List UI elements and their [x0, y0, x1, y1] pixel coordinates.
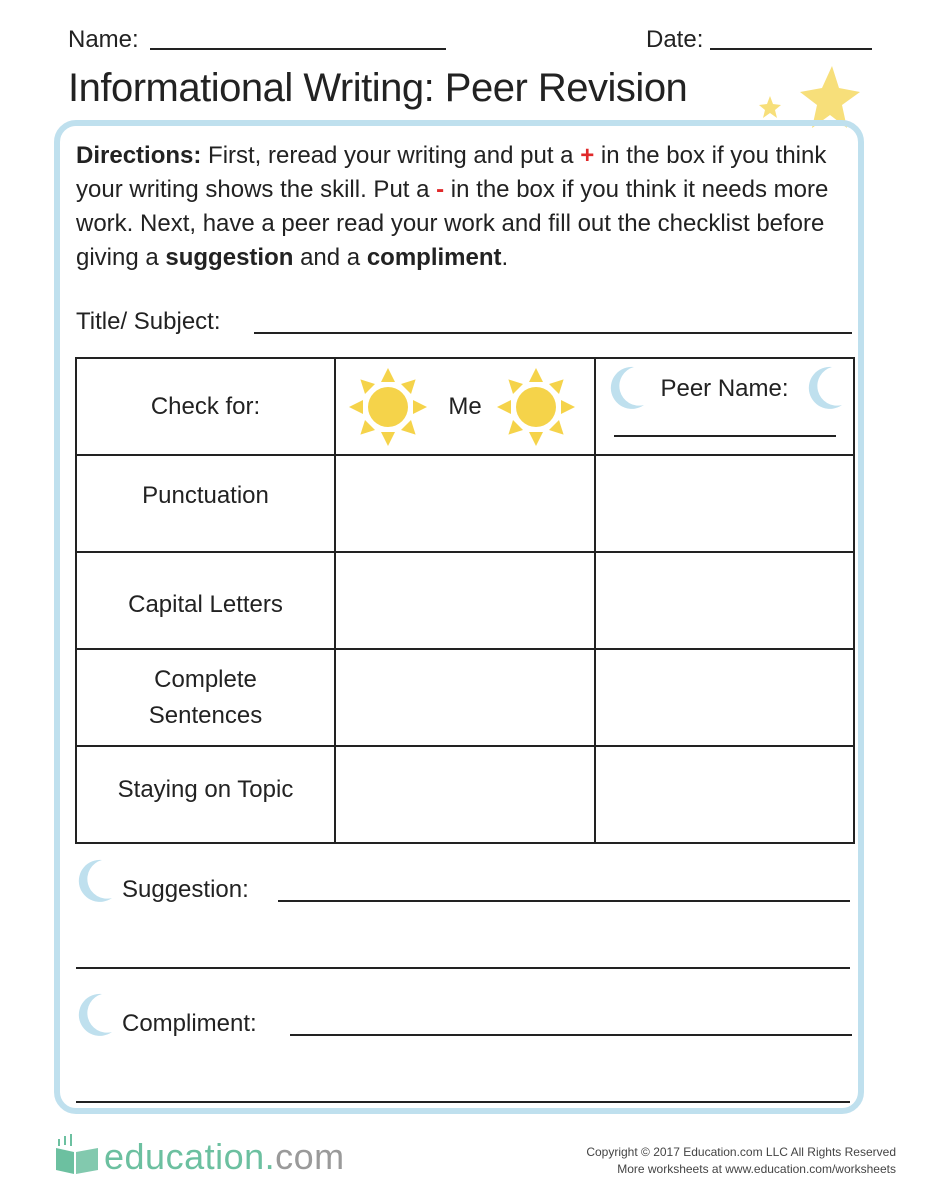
name-field[interactable] — [150, 48, 446, 50]
minus-sign: - — [436, 176, 445, 203]
checklist-table — [75, 357, 855, 844]
moon-icon — [72, 858, 116, 904]
peer-name-field[interactable] — [614, 435, 836, 437]
moon-icon — [72, 992, 116, 1038]
compliment-label: Compliment: — [122, 1010, 257, 1037]
row-label: Capital Letters — [128, 591, 283, 619]
table-header-row — [76, 358, 854, 455]
compliment-field[interactable] — [290, 1034, 852, 1036]
me-check-box[interactable] — [335, 455, 595, 552]
row-label-cell — [76, 455, 335, 552]
row-label: Complete Sentences — [148, 665, 263, 729]
logo-main: education — [104, 1136, 265, 1177]
title-subject-field[interactable] — [254, 332, 852, 334]
row-label-cell — [76, 746, 335, 843]
peer-check-box[interactable] — [595, 552, 854, 649]
row-label-cell — [76, 649, 335, 746]
date-field[interactable] — [710, 48, 872, 50]
date-label: Date: — [646, 26, 704, 53]
logo-dot: . — [264, 1136, 276, 1177]
sun-icon — [496, 367, 576, 447]
me-label: Me — [448, 392, 482, 420]
check-for-header — [76, 358, 335, 455]
page-title: Informational Writing: Peer Revision — [68, 66, 688, 110]
peer-check-box[interactable] — [595, 746, 854, 843]
directions-text — [76, 139, 856, 275]
table-row — [76, 552, 854, 649]
directions-part-2: in the box if you think your writing shows the skill. Put a — [76, 142, 827, 203]
me-header — [335, 358, 595, 455]
big-star-icon — [800, 66, 860, 128]
peer-name-label: Peer Name: — [660, 375, 789, 402]
compliment-field-line-2[interactable] — [76, 1101, 850, 1103]
directions-part-3: in the box if you think it needs more work. Next, have a peer read your work and fill out the checklist before giving a — [76, 176, 829, 271]
name-label: Name: — [68, 26, 139, 53]
suggestion-word: suggestion — [165, 244, 294, 271]
me-check-box[interactable] — [335, 649, 595, 746]
peer-header — [595, 358, 854, 455]
copyright-text: Copyright © 2017 Education.com LLC All Rights Reserved — [586, 1145, 896, 1159]
directions-label: Directions: — [76, 142, 202, 169]
me-check-box[interactable] — [335, 746, 595, 843]
table-row — [76, 746, 854, 843]
table-row — [76, 455, 854, 552]
title-subject-label: Title/ Subject: — [76, 308, 221, 335]
suggestion-field-line-2[interactable] — [76, 967, 850, 969]
suggestion-field[interactable] — [278, 900, 850, 902]
footer-copyright — [586, 1144, 896, 1178]
moon-icon — [802, 365, 846, 411]
row-label-cell — [76, 552, 335, 649]
logo-tld: com — [275, 1136, 345, 1177]
peer-check-box[interactable] — [595, 649, 854, 746]
table-row — [76, 649, 854, 746]
compliment-word: compliment — [366, 244, 502, 271]
small-star-icon — [759, 96, 781, 118]
me-check-box[interactable] — [335, 552, 595, 649]
book-logo-icon — [54, 1134, 102, 1176]
directions-part-5: . — [501, 244, 509, 271]
education-logo[interactable] — [104, 1136, 345, 1178]
row-label: Staying on Topic — [117, 775, 294, 803]
plus-sign: + — [580, 142, 595, 169]
directions-part-1: First, reread your writing and put a — [201, 142, 581, 169]
peer-check-box[interactable] — [595, 455, 854, 552]
row-label: Punctuation — [142, 481, 269, 509]
more-worksheets-link[interactable]: More worksheets at www.education.com/worksheets — [617, 1162, 896, 1176]
suggestion-label: Suggestion: — [122, 876, 249, 903]
directions-part-4: and a — [293, 244, 367, 271]
check-for-label: Check for: — [150, 392, 261, 420]
